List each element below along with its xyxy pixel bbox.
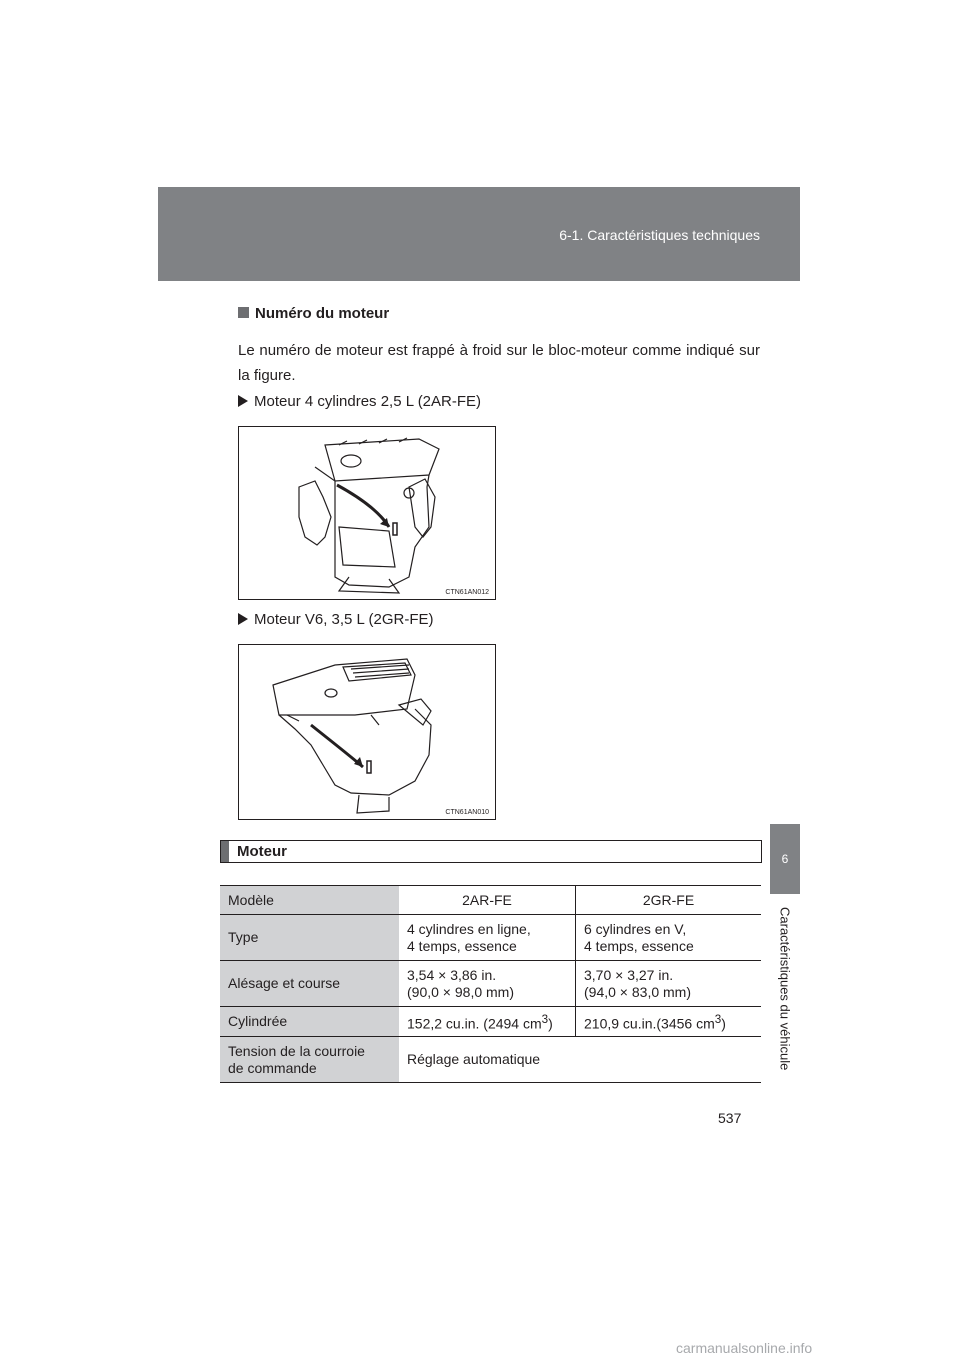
cell-text: ) [548,1015,553,1032]
page-number: 537 [718,1110,742,1126]
figure-caption-1-text: Moteur 4 cylindres 2,5 L (2AR-FE) [254,393,482,410]
figure-code-1: CTN61AN012 [445,589,489,596]
cell-text: ) [721,1015,726,1032]
cell-value [576,915,762,961]
row-label: Modèle [220,886,399,915]
title-bar-icon [221,841,229,862]
spec-section-title-text: Moteur [237,843,287,860]
header-col-2gr: 2GR-FE [576,886,762,915]
engine-v6-illustration [239,645,495,819]
engine-figure-2gr-fe [238,644,496,820]
cell-value [576,961,762,1007]
table-row [220,961,761,1007]
header-col-2ar: 2AR-FE [399,886,576,915]
cell-line: 4 temps, essence [407,937,517,954]
cell-value [399,915,576,961]
cell-line: 6 cylindres en V, [584,920,687,937]
figure-caption-2-text: Moteur V6, 3,5 L (2GR-FE) [254,611,434,628]
watermark: carmanualsonline.info [676,1340,813,1356]
spec-section-title [220,840,762,863]
table-row [220,915,761,961]
engine-spec-table [220,885,761,1083]
section-body-text: Le numéro de moteur est frappé à froid sur le bloc-moteur comme indiqué sur la figure. [238,342,760,384]
section-title [238,305,389,322]
chapter-tab: 6 [770,824,800,894]
cell-line: 4 temps, essence [584,937,694,954]
section-title-text: Numéro du moteur [255,305,390,322]
table-row [220,886,761,915]
cell-line: 4 cylindres en ligne, [407,920,531,937]
cell-value [399,1007,576,1037]
cell-text: 152,2 cu.in. (2494 cm [407,1015,542,1032]
chapter-side-label: Caractéristiques du véhicule [777,907,793,1071]
cell-line: 3,70 × 3,27 in. [584,966,674,983]
chapter-title: 6-1. Caractéristiques techniques [559,227,760,243]
cell-value [399,961,576,1007]
figure-code-2: CTN61AN010 [445,809,489,816]
triangle-bullet-icon [238,395,248,407]
header-band [158,187,800,281]
row-label: Alésage et course [220,961,399,1007]
table-row [220,1037,761,1083]
cell-text: 210,9 cu.in.(3456 cm [584,1015,715,1032]
engine-figure-2ar-fe [238,426,496,600]
triangle-bullet-icon [238,613,248,625]
superscript: 3 [541,1012,549,1026]
figure-caption-1 [238,393,481,410]
row-label: Type [220,915,399,961]
superscript: 3 [714,1012,722,1026]
figure-caption-2 [238,611,434,628]
cell-line: Tension de la courroie [228,1042,365,1059]
row-label: Cylindrée [220,1007,399,1037]
cell-value [576,1007,762,1037]
cell-line: de commande [228,1059,317,1076]
cell-line: (94,0 × 83,0 mm) [584,983,691,1000]
square-bullet-icon [238,307,249,318]
engine-4cyl-illustration [239,427,495,599]
cell-value: Réglage automatique [399,1037,761,1083]
cell-line: (90,0 × 98,0 mm) [407,983,514,1000]
cell-line: 3,54 × 3,86 in. [407,966,497,983]
row-label [220,1037,399,1083]
table-row [220,1007,761,1037]
